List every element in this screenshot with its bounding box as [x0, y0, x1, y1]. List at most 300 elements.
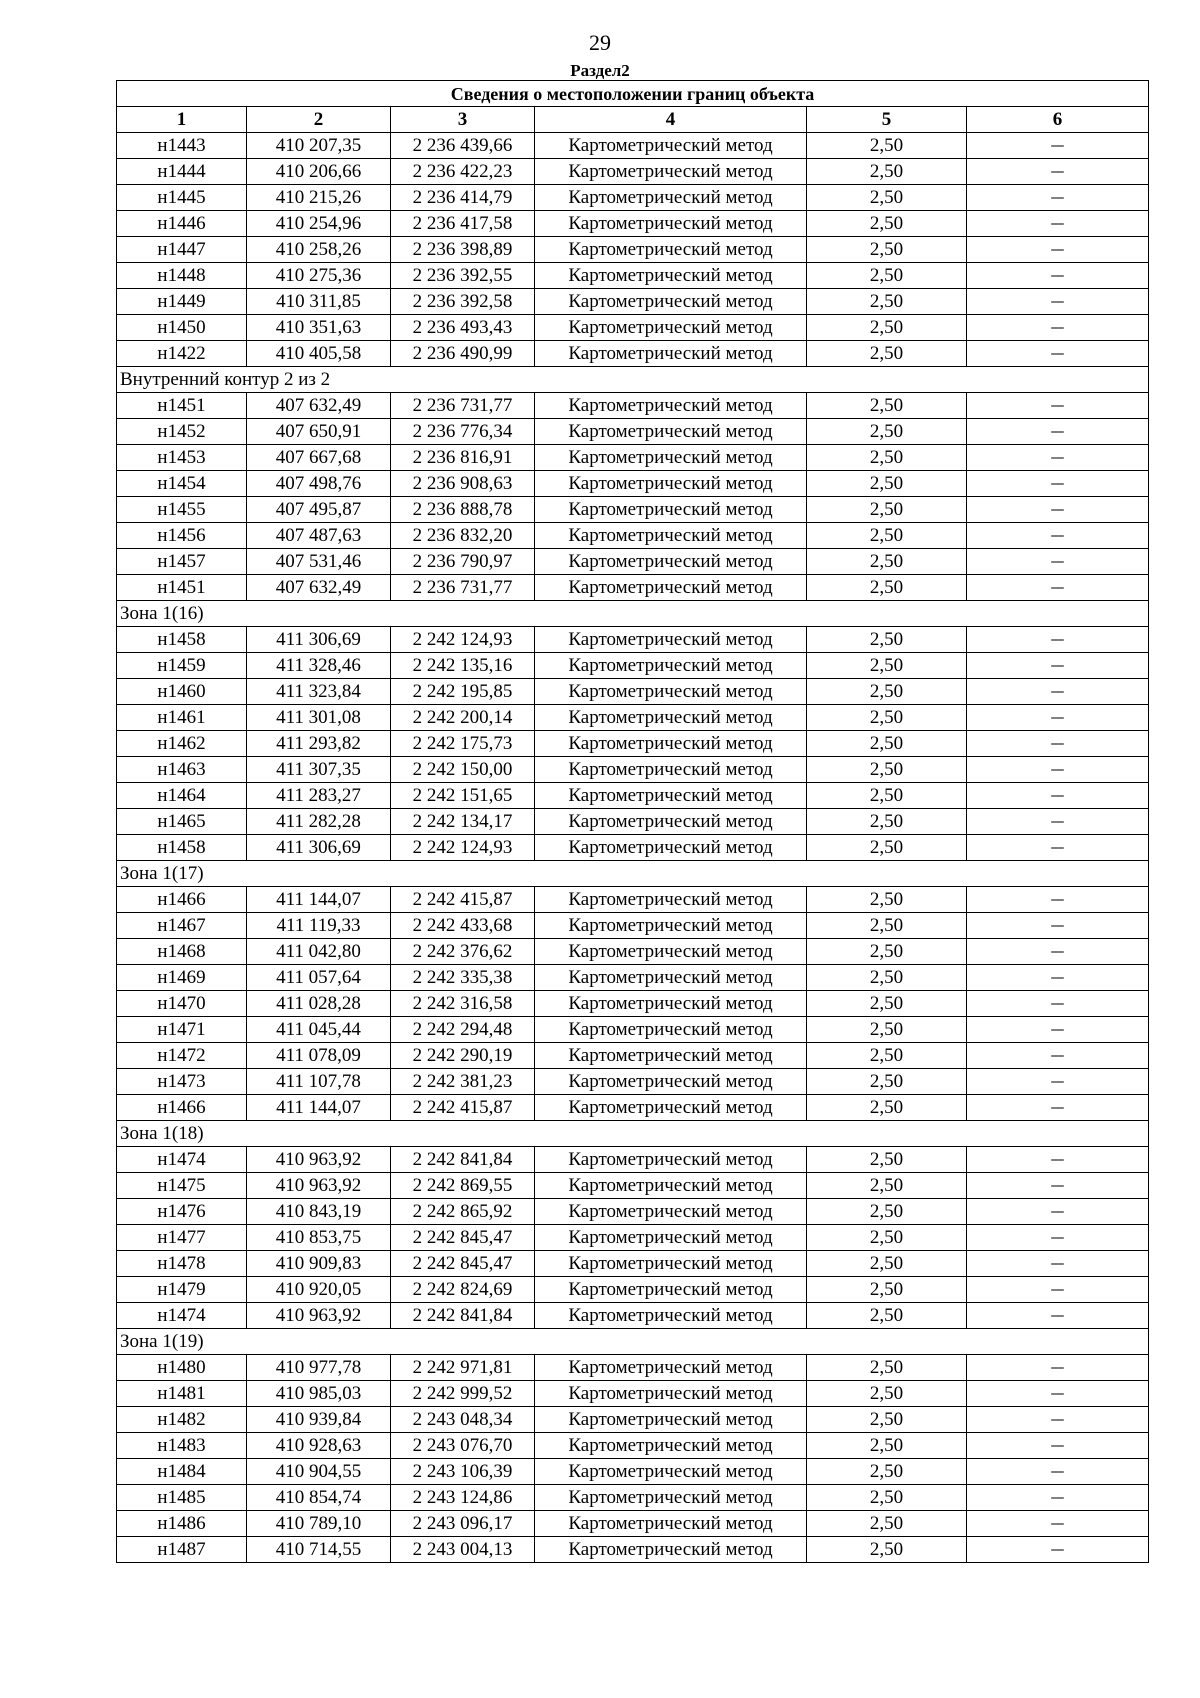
- y-coordinate-cell: 2 236 731,77: [391, 393, 535, 419]
- accuracy-cell: 2,50: [807, 133, 967, 159]
- x-coordinate-cell: 411 144,07: [247, 887, 391, 913]
- y-coordinate-cell: 2 236 832,20: [391, 523, 535, 549]
- description-cell: —: [967, 1199, 1149, 1225]
- description-cell: —: [967, 211, 1149, 237]
- accuracy-cell: 2,50: [807, 1407, 967, 1433]
- x-coordinate-cell: 411 119,33: [247, 913, 391, 939]
- x-coordinate-cell: 411 328,46: [247, 653, 391, 679]
- column-number: 1: [117, 107, 247, 133]
- table-row: [117, 1173, 1149, 1199]
- y-coordinate-cell: 2 242 999,52: [391, 1381, 535, 1407]
- accuracy-cell: 2,50: [807, 341, 967, 367]
- group-row: [117, 367, 1149, 393]
- method-cell: Картометрический метод: [535, 419, 807, 445]
- table-row: [117, 1511, 1149, 1537]
- table-row: [117, 1147, 1149, 1173]
- point-id-cell: н1466: [117, 887, 247, 913]
- method-cell: Картометрический метод: [535, 1069, 807, 1095]
- point-id-cell: н1457: [117, 549, 247, 575]
- description-cell: —: [967, 549, 1149, 575]
- x-coordinate-cell: 410 405,58: [247, 341, 391, 367]
- y-coordinate-cell: 2 243 076,70: [391, 1433, 535, 1459]
- y-coordinate-cell: 2 243 106,39: [391, 1459, 535, 1485]
- accuracy-cell: 2,50: [807, 549, 967, 575]
- description-cell: —: [967, 575, 1149, 601]
- x-coordinate-cell: 410 254,96: [247, 211, 391, 237]
- point-id-cell: н1476: [117, 1199, 247, 1225]
- method-cell: Картометрический метод: [535, 211, 807, 237]
- method-cell: Картометрический метод: [535, 523, 807, 549]
- table-row: [117, 237, 1149, 263]
- accuracy-cell: 2,50: [807, 237, 967, 263]
- x-coordinate-cell: 407 632,49: [247, 575, 391, 601]
- table-row: [117, 497, 1149, 523]
- table-row: [117, 159, 1149, 185]
- method-cell: Картометрический метод: [535, 133, 807, 159]
- table-row: [117, 1355, 1149, 1381]
- point-id-cell: н1474: [117, 1303, 247, 1329]
- point-id-cell: н1462: [117, 731, 247, 757]
- table-row: [117, 393, 1149, 419]
- description-cell: —: [967, 939, 1149, 965]
- description-cell: —: [967, 1303, 1149, 1329]
- point-id-cell: н1422: [117, 341, 247, 367]
- point-id-cell: н1448: [117, 263, 247, 289]
- y-coordinate-cell: 2 236 731,77: [391, 575, 535, 601]
- table-row: [117, 133, 1149, 159]
- description-cell: —: [967, 1433, 1149, 1459]
- point-id-cell: н1464: [117, 783, 247, 809]
- y-coordinate-cell: 2 243 096,17: [391, 1511, 535, 1537]
- y-coordinate-cell: 2 236 422,23: [391, 159, 535, 185]
- y-coordinate-cell: 2 242 335,38: [391, 965, 535, 991]
- table-row: [117, 1017, 1149, 1043]
- accuracy-cell: 2,50: [807, 835, 967, 861]
- point-id-cell: н1473: [117, 1069, 247, 1095]
- accuracy-cell: 2,50: [807, 653, 967, 679]
- y-coordinate-cell: 2 236 908,63: [391, 471, 535, 497]
- accuracy-cell: 2,50: [807, 1433, 967, 1459]
- description-cell: —: [967, 809, 1149, 835]
- description-cell: —: [967, 1095, 1149, 1121]
- accuracy-cell: 2,50: [807, 263, 967, 289]
- method-cell: Картометрический метод: [535, 1043, 807, 1069]
- accuracy-cell: 2,50: [807, 1355, 967, 1381]
- description-cell: —: [967, 1225, 1149, 1251]
- table-row: [117, 653, 1149, 679]
- description-cell: —: [967, 1043, 1149, 1069]
- point-id-cell: н1456: [117, 523, 247, 549]
- description-cell: —: [967, 1459, 1149, 1485]
- point-id-cell: н1455: [117, 497, 247, 523]
- description-cell: —: [967, 835, 1149, 861]
- point-id-cell: н1474: [117, 1147, 247, 1173]
- method-cell: Картометрический метод: [535, 757, 807, 783]
- point-id-cell: н1484: [117, 1459, 247, 1485]
- method-cell: Картометрический метод: [535, 1147, 807, 1173]
- group-label: Зона 1(16): [117, 601, 1149, 627]
- method-cell: Картометрический метод: [535, 289, 807, 315]
- description-cell: —: [967, 1485, 1149, 1511]
- point-id-cell: н1458: [117, 627, 247, 653]
- y-coordinate-cell: 2 242 841,84: [391, 1303, 535, 1329]
- table-row: [117, 1199, 1149, 1225]
- method-cell: Картометрический метод: [535, 1251, 807, 1277]
- y-coordinate-cell: 2 242 415,87: [391, 1095, 535, 1121]
- point-id-cell: н1478: [117, 1251, 247, 1277]
- accuracy-cell: 2,50: [807, 1459, 967, 1485]
- point-id-cell: н1487: [117, 1537, 247, 1563]
- method-cell: Картометрический метод: [535, 263, 807, 289]
- method-cell: Картометрический метод: [535, 1459, 807, 1485]
- point-id-cell: н1446: [117, 211, 247, 237]
- method-cell: Картометрический метод: [535, 783, 807, 809]
- x-coordinate-cell: 410 311,85: [247, 289, 391, 315]
- y-coordinate-cell: 2 236 417,58: [391, 211, 535, 237]
- boundary-table: [116, 80, 1149, 1563]
- y-coordinate-cell: 2 242 433,68: [391, 913, 535, 939]
- column-number: 5: [807, 107, 967, 133]
- description-cell: —: [967, 523, 1149, 549]
- accuracy-cell: 2,50: [807, 965, 967, 991]
- accuracy-cell: 2,50: [807, 705, 967, 731]
- point-id-cell: н1486: [117, 1511, 247, 1537]
- y-coordinate-cell: 2 236 392,58: [391, 289, 535, 315]
- description-cell: —: [967, 445, 1149, 471]
- section-title: Раздел2: [570, 61, 630, 80]
- accuracy-cell: 2,50: [807, 575, 967, 601]
- group-row: [117, 1121, 1149, 1147]
- accuracy-cell: 2,50: [807, 679, 967, 705]
- accuracy-cell: 2,50: [807, 1069, 967, 1095]
- description-cell: —: [967, 1511, 1149, 1537]
- table-row: [117, 211, 1149, 237]
- point-id-cell: н1475: [117, 1173, 247, 1199]
- column-number: 4: [535, 107, 807, 133]
- method-cell: Картометрический метод: [535, 965, 807, 991]
- x-coordinate-cell: 411 045,44: [247, 1017, 391, 1043]
- point-id-cell: н1479: [117, 1277, 247, 1303]
- x-coordinate-cell: 410 854,74: [247, 1485, 391, 1511]
- point-id-cell: н1470: [117, 991, 247, 1017]
- point-id-cell: н1485: [117, 1485, 247, 1511]
- method-cell: Картометрический метод: [535, 731, 807, 757]
- point-id-cell: н1444: [117, 159, 247, 185]
- table-row: [117, 341, 1149, 367]
- method-cell: Картометрический метод: [535, 497, 807, 523]
- method-cell: Картометрический метод: [535, 1199, 807, 1225]
- description-cell: —: [967, 1069, 1149, 1095]
- y-coordinate-cell: 2 242 971,81: [391, 1355, 535, 1381]
- table-row: [117, 679, 1149, 705]
- table-row: [117, 445, 1149, 471]
- method-cell: Картометрический метод: [535, 653, 807, 679]
- point-id-cell: н1481: [117, 1381, 247, 1407]
- x-coordinate-cell: 410 843,19: [247, 1199, 391, 1225]
- x-coordinate-cell: 411 323,84: [247, 679, 391, 705]
- column-number: 6: [967, 107, 1149, 133]
- table-row: [117, 289, 1149, 315]
- x-coordinate-cell: 411 042,80: [247, 939, 391, 965]
- y-coordinate-cell: 2 242 841,84: [391, 1147, 535, 1173]
- y-coordinate-cell: 2 242 124,93: [391, 627, 535, 653]
- accuracy-cell: 2,50: [807, 185, 967, 211]
- x-coordinate-cell: 407 531,46: [247, 549, 391, 575]
- y-coordinate-cell: 2 236 493,43: [391, 315, 535, 341]
- description-cell: —: [967, 393, 1149, 419]
- description-cell: —: [967, 471, 1149, 497]
- x-coordinate-cell: 411 301,08: [247, 705, 391, 731]
- description-cell: —: [967, 159, 1149, 185]
- table-row: [117, 1251, 1149, 1277]
- table-row: [117, 523, 1149, 549]
- table-row: [117, 705, 1149, 731]
- y-coordinate-cell: 2 242 415,87: [391, 887, 535, 913]
- accuracy-cell: 2,50: [807, 757, 967, 783]
- accuracy-cell: 2,50: [807, 1303, 967, 1329]
- accuracy-cell: 2,50: [807, 1095, 967, 1121]
- table-row: [117, 1485, 1149, 1511]
- description-cell: —: [967, 133, 1149, 159]
- method-cell: Картометрический метод: [535, 237, 807, 263]
- accuracy-cell: 2,50: [807, 783, 967, 809]
- column-number: 3: [391, 107, 535, 133]
- y-coordinate-cell: 2 242 316,58: [391, 991, 535, 1017]
- y-coordinate-cell: 2 242 376,62: [391, 939, 535, 965]
- description-cell: —: [967, 627, 1149, 653]
- y-coordinate-cell: 2 242 824,69: [391, 1277, 535, 1303]
- x-coordinate-cell: 410 963,92: [247, 1303, 391, 1329]
- y-coordinate-cell: 2 236 776,34: [391, 419, 535, 445]
- y-coordinate-cell: 2 236 398,89: [391, 237, 535, 263]
- description-cell: —: [967, 1407, 1149, 1433]
- table-row: [117, 549, 1149, 575]
- x-coordinate-cell: 410 853,75: [247, 1225, 391, 1251]
- table-row: [117, 887, 1149, 913]
- y-coordinate-cell: 2 242 151,65: [391, 783, 535, 809]
- x-coordinate-cell: 410 351,63: [247, 315, 391, 341]
- description-cell: —: [967, 341, 1149, 367]
- method-cell: Картометрический метод: [535, 1095, 807, 1121]
- table-row: [117, 471, 1149, 497]
- x-coordinate-cell: 410 207,35: [247, 133, 391, 159]
- y-coordinate-cell: 2 242 869,55: [391, 1173, 535, 1199]
- x-coordinate-cell: 410 985,03: [247, 1381, 391, 1407]
- point-id-cell: н1472: [117, 1043, 247, 1069]
- x-coordinate-cell: 410 920,05: [247, 1277, 391, 1303]
- accuracy-cell: 2,50: [807, 1511, 967, 1537]
- accuracy-cell: 2,50: [807, 627, 967, 653]
- x-coordinate-cell: 407 667,68: [247, 445, 391, 471]
- point-id-cell: н1450: [117, 315, 247, 341]
- accuracy-cell: 2,50: [807, 159, 967, 185]
- group-row: [117, 601, 1149, 627]
- y-coordinate-cell: 2 236 790,97: [391, 549, 535, 575]
- x-coordinate-cell: 407 650,91: [247, 419, 391, 445]
- method-cell: Картометрический метод: [535, 1407, 807, 1433]
- table-row: [117, 185, 1149, 211]
- table-row: [117, 757, 1149, 783]
- method-cell: Картометрический метод: [535, 1173, 807, 1199]
- point-id-cell: н1463: [117, 757, 247, 783]
- description-cell: —: [967, 1277, 1149, 1303]
- method-cell: Картометрический метод: [535, 1277, 807, 1303]
- y-coordinate-cell: 2 236 392,55: [391, 263, 535, 289]
- accuracy-cell: 2,50: [807, 419, 967, 445]
- y-coordinate-cell: 2 242 134,17: [391, 809, 535, 835]
- method-cell: Картометрический метод: [535, 705, 807, 731]
- y-coordinate-cell: 2 236 816,91: [391, 445, 535, 471]
- x-coordinate-cell: 410 789,10: [247, 1511, 391, 1537]
- method-cell: Картометрический метод: [535, 315, 807, 341]
- point-id-cell: н1467: [117, 913, 247, 939]
- accuracy-cell: 2,50: [807, 1277, 967, 1303]
- y-coordinate-cell: 2 242 294,48: [391, 1017, 535, 1043]
- point-id-cell: н1482: [117, 1407, 247, 1433]
- table-row: [117, 1407, 1149, 1433]
- y-coordinate-cell: 2 243 048,34: [391, 1407, 535, 1433]
- y-coordinate-cell: 2 236 888,78: [391, 497, 535, 523]
- point-id-cell: н1465: [117, 809, 247, 835]
- y-coordinate-cell: 2 242 175,73: [391, 731, 535, 757]
- y-coordinate-cell: 2 242 845,47: [391, 1251, 535, 1277]
- method-cell: Картометрический метод: [535, 471, 807, 497]
- y-coordinate-cell: 2 243 004,13: [391, 1537, 535, 1563]
- point-id-cell: н1458: [117, 835, 247, 861]
- x-coordinate-cell: 411 107,78: [247, 1069, 391, 1095]
- accuracy-cell: 2,50: [807, 497, 967, 523]
- table-row: [117, 1069, 1149, 1095]
- accuracy-cell: 2,50: [807, 887, 967, 913]
- point-id-cell: н1460: [117, 679, 247, 705]
- column-number: 2: [247, 107, 391, 133]
- point-id-cell: н1469: [117, 965, 247, 991]
- method-cell: Картометрический метод: [535, 835, 807, 861]
- x-coordinate-cell: 410 928,63: [247, 1433, 391, 1459]
- description-cell: —: [967, 289, 1149, 315]
- x-coordinate-cell: 407 487,63: [247, 523, 391, 549]
- table-row: [117, 1303, 1149, 1329]
- accuracy-cell: 2,50: [807, 1043, 967, 1069]
- table-row: [117, 263, 1149, 289]
- point-id-cell: н1449: [117, 289, 247, 315]
- point-id-cell: н1477: [117, 1225, 247, 1251]
- point-id-cell: н1471: [117, 1017, 247, 1043]
- table-row: [117, 1433, 1149, 1459]
- accuracy-cell: 2,50: [807, 211, 967, 237]
- x-coordinate-cell: 411 293,82: [247, 731, 391, 757]
- group-label: Внутренний контур 2 из 2: [117, 367, 1149, 393]
- point-id-cell: н1451: [117, 393, 247, 419]
- point-id-cell: н1480: [117, 1355, 247, 1381]
- method-cell: Картометрический метод: [535, 939, 807, 965]
- group-label: Зона 1(17): [117, 861, 1149, 887]
- y-coordinate-cell: 2 236 414,79: [391, 185, 535, 211]
- accuracy-cell: 2,50: [807, 1173, 967, 1199]
- method-cell: Картометрический метод: [535, 809, 807, 835]
- table-row: [117, 939, 1149, 965]
- table-body: [117, 133, 1149, 1563]
- description-cell: —: [967, 1173, 1149, 1199]
- description-cell: —: [967, 1147, 1149, 1173]
- description-cell: —: [967, 237, 1149, 263]
- column-number-row: [117, 107, 1149, 133]
- method-cell: Картометрический метод: [535, 1485, 807, 1511]
- description-cell: —: [967, 185, 1149, 211]
- table-caption: Сведения о местоположении границ объекта: [117, 81, 1149, 107]
- method-cell: Картометрический метод: [535, 1511, 807, 1537]
- method-cell: Картометрический метод: [535, 341, 807, 367]
- description-cell: —: [967, 757, 1149, 783]
- method-cell: Картометрический метод: [535, 445, 807, 471]
- x-coordinate-cell: 410 258,26: [247, 237, 391, 263]
- method-cell: Картометрический метод: [535, 1381, 807, 1407]
- y-coordinate-cell: 2 242 845,47: [391, 1225, 535, 1251]
- x-coordinate-cell: 411 307,35: [247, 757, 391, 783]
- accuracy-cell: 2,50: [807, 1537, 967, 1563]
- accuracy-cell: 2,50: [807, 1225, 967, 1251]
- table-row: [117, 575, 1149, 601]
- x-coordinate-cell: 411 057,64: [247, 965, 391, 991]
- x-coordinate-cell: 411 306,69: [247, 835, 391, 861]
- y-coordinate-cell: 2 242 135,16: [391, 653, 535, 679]
- table-row: [117, 965, 1149, 991]
- point-id-cell: н1454: [117, 471, 247, 497]
- method-cell: Картометрический метод: [535, 627, 807, 653]
- accuracy-cell: 2,50: [807, 991, 967, 1017]
- method-cell: Картометрический метод: [535, 185, 807, 211]
- point-id-cell: н1443: [117, 133, 247, 159]
- y-coordinate-cell: 2 242 150,00: [391, 757, 535, 783]
- table-row: [117, 991, 1149, 1017]
- accuracy-cell: 2,50: [807, 1251, 967, 1277]
- description-cell: —: [967, 1381, 1149, 1407]
- accuracy-cell: 2,50: [807, 315, 967, 341]
- accuracy-cell: 2,50: [807, 939, 967, 965]
- description-cell: —: [967, 783, 1149, 809]
- method-cell: Картометрический метод: [535, 991, 807, 1017]
- x-coordinate-cell: 411 282,28: [247, 809, 391, 835]
- description-cell: —: [967, 705, 1149, 731]
- point-id-cell: н1447: [117, 237, 247, 263]
- method-cell: Картометрический метод: [535, 913, 807, 939]
- x-coordinate-cell: 411 028,28: [247, 991, 391, 1017]
- method-cell: Картометрический метод: [535, 575, 807, 601]
- accuracy-cell: 2,50: [807, 445, 967, 471]
- x-coordinate-cell: 410 206,66: [247, 159, 391, 185]
- table-row: [117, 1381, 1149, 1407]
- x-coordinate-cell: 410 963,92: [247, 1147, 391, 1173]
- accuracy-cell: 2,50: [807, 1017, 967, 1043]
- y-coordinate-cell: 2 242 290,19: [391, 1043, 535, 1069]
- table-row: [117, 1459, 1149, 1485]
- group-row: [117, 1329, 1149, 1355]
- description-cell: —: [967, 887, 1149, 913]
- method-cell: Картометрический метод: [535, 1433, 807, 1459]
- group-label: Зона 1(19): [117, 1329, 1149, 1355]
- y-coordinate-cell: 2 242 381,23: [391, 1069, 535, 1095]
- description-cell: —: [967, 1251, 1149, 1277]
- table-row: [117, 419, 1149, 445]
- method-cell: Картометрический метод: [535, 549, 807, 575]
- method-cell: Картометрический метод: [535, 1537, 807, 1563]
- description-cell: —: [967, 1017, 1149, 1043]
- table-row: [117, 627, 1149, 653]
- method-cell: Картометрический метод: [535, 1303, 807, 1329]
- description-cell: —: [967, 263, 1149, 289]
- x-coordinate-cell: 410 977,78: [247, 1355, 391, 1381]
- description-cell: —: [967, 913, 1149, 939]
